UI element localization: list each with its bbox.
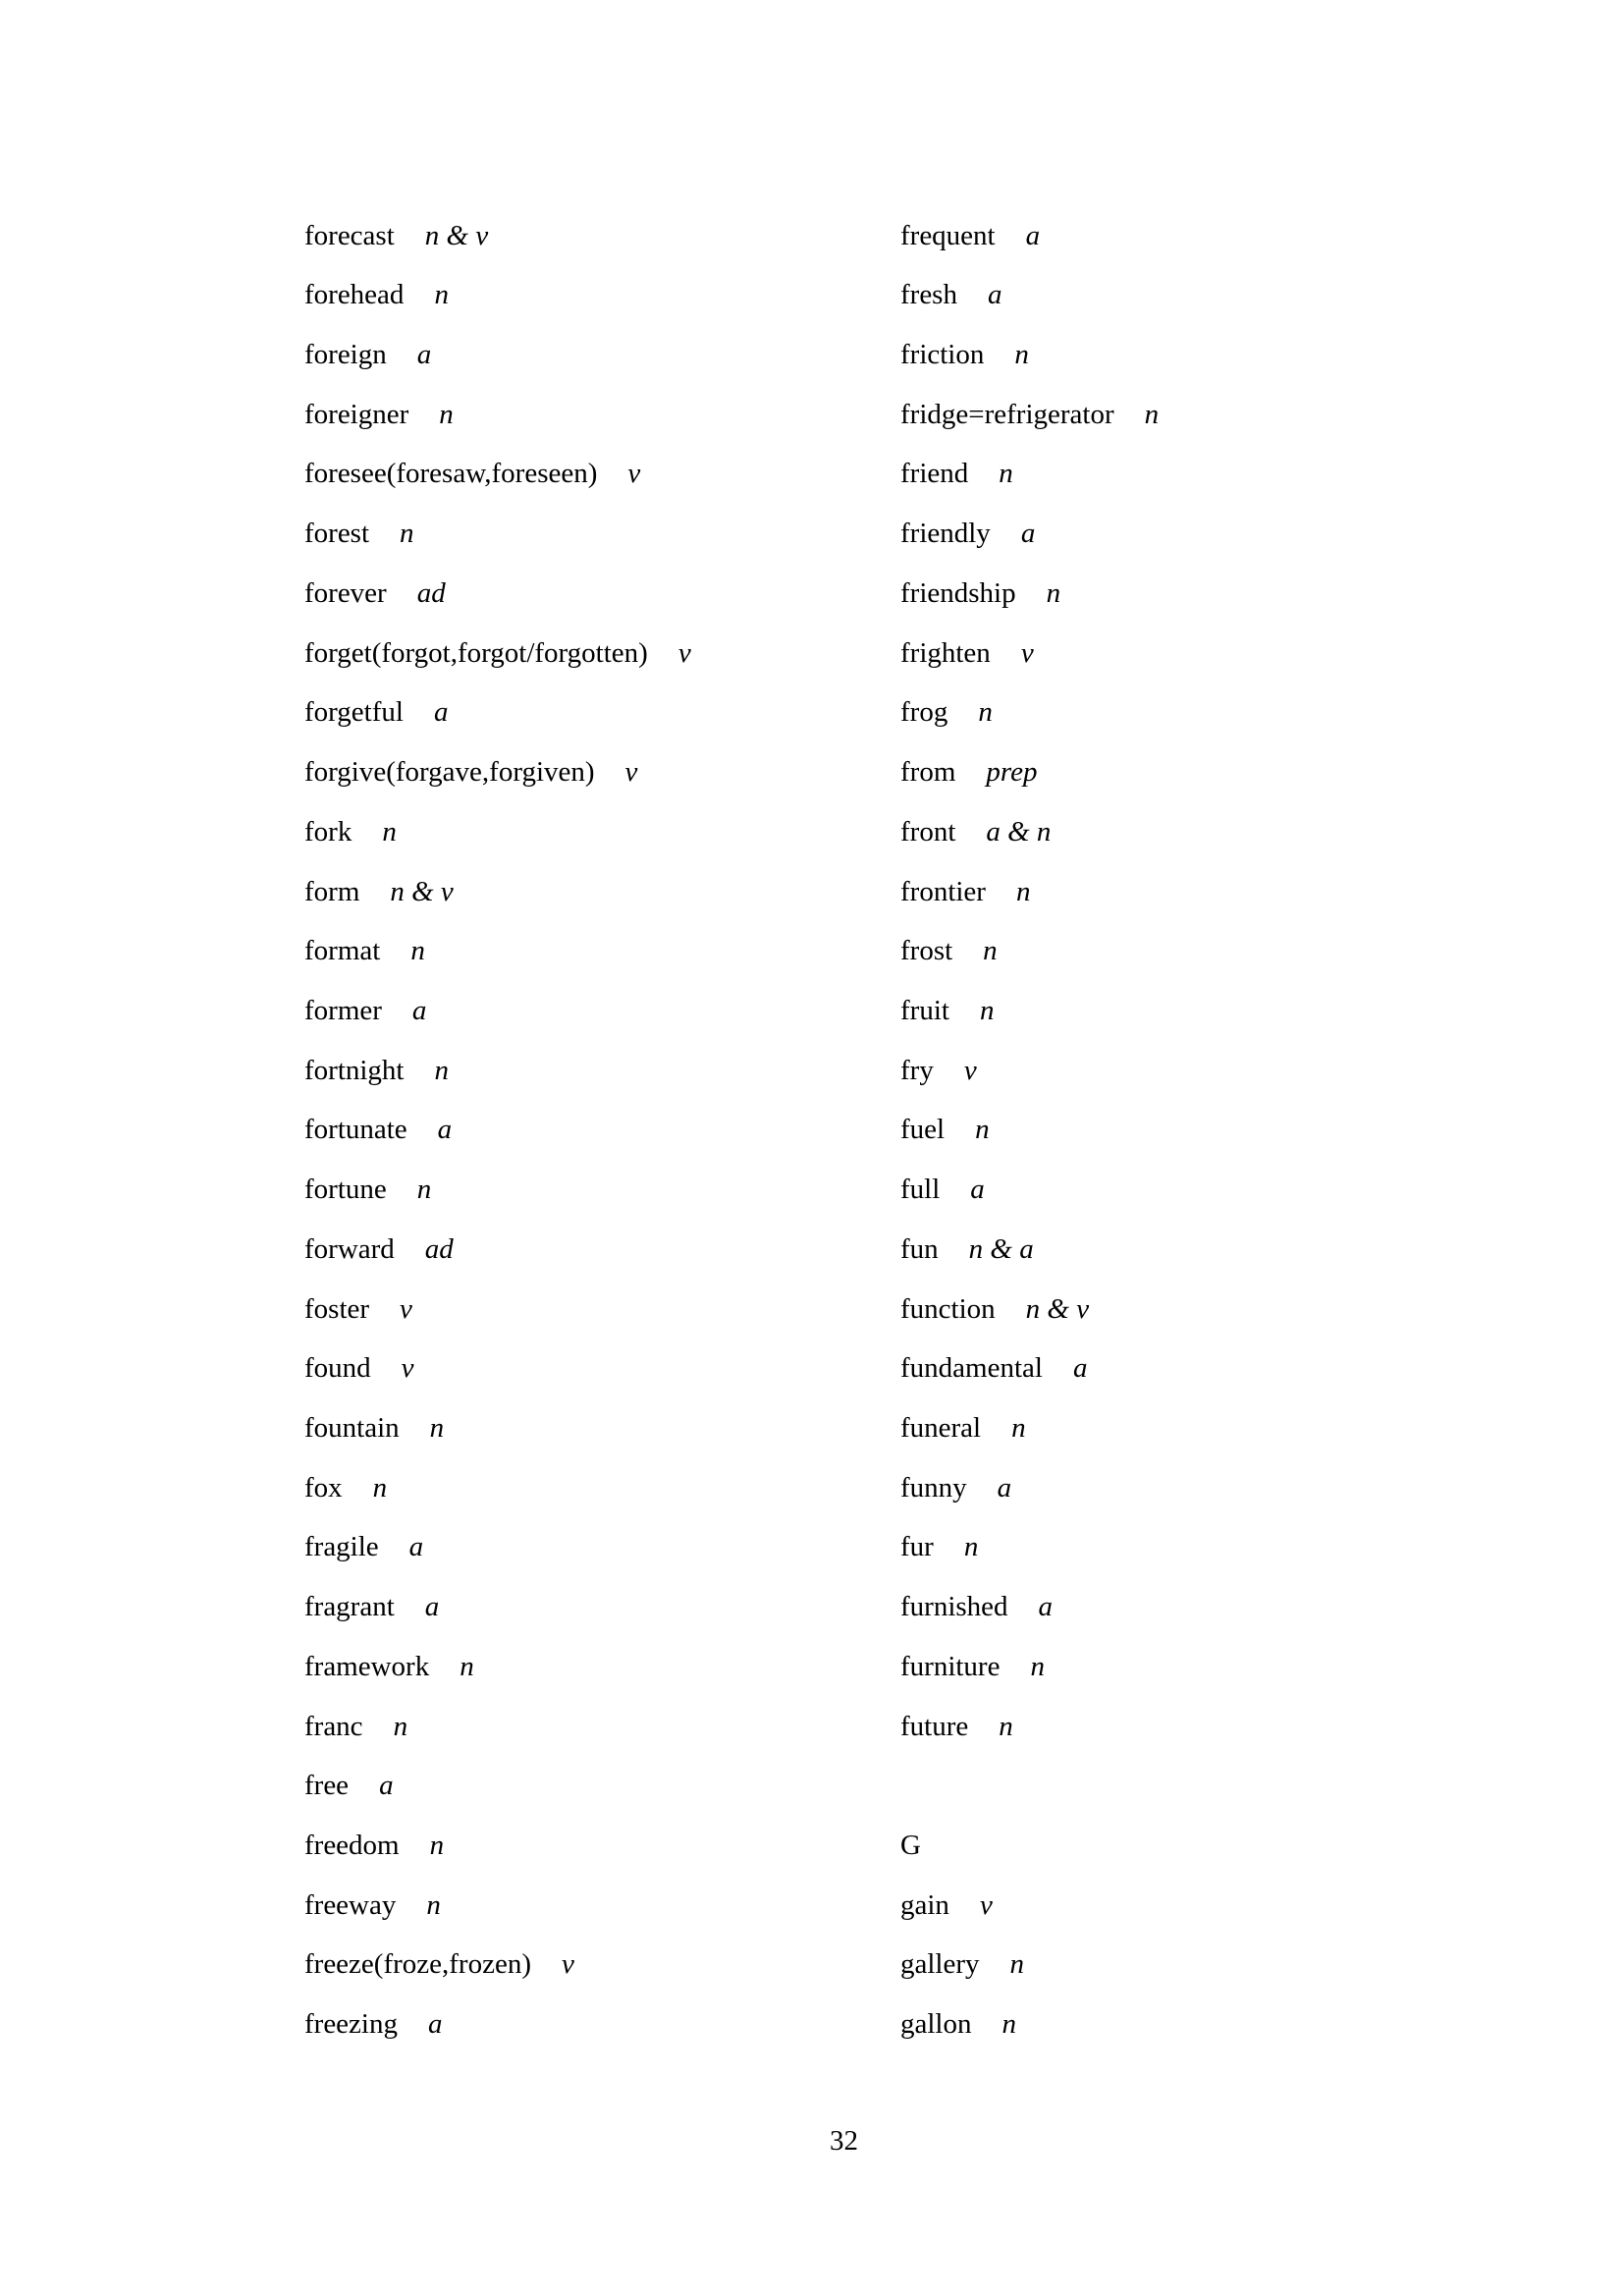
word-entry-row [900, 802, 1159, 862]
entry-pos: v [624, 756, 638, 789]
section-letter-row [900, 1816, 1159, 1876]
entry-pos: n [426, 1888, 441, 1921]
word-list-column-left [304, 206, 691, 2054]
entry-pos: n [1001, 2008, 1016, 2041]
entry-pos: n [393, 1710, 408, 1742]
entry-word: fountain [304, 1411, 400, 1444]
entry-word: frighten [900, 636, 991, 669]
word-entry-row [900, 1160, 1159, 1220]
entry-word: forever [304, 576, 387, 609]
entry-pos: a [408, 1531, 424, 1563]
entry-word: fruit [900, 994, 949, 1026]
entry-pos: a & n [986, 815, 1052, 847]
entry-pos: a [1020, 518, 1036, 550]
word-entry-row [304, 1280, 691, 1339]
word-entry-row [900, 564, 1159, 624]
word-entry-row [900, 862, 1159, 922]
entry-pos: ad [424, 1232, 454, 1265]
entry-word: frost [900, 935, 953, 967]
entry-word: foreign [304, 339, 387, 371]
word-entry-row [304, 981, 691, 1041]
word-entry-row [304, 1816, 691, 1876]
entry-word: forehead [304, 279, 405, 311]
word-entry-row [304, 385, 691, 445]
word-entry-row [900, 624, 1159, 683]
word-entry-row [900, 1100, 1159, 1160]
word-entry-row [900, 1398, 1159, 1458]
entry-word: full [900, 1174, 941, 1206]
entry-word: fortnight [304, 1054, 405, 1086]
section-letter: G [900, 1830, 921, 1861]
entry-word: form [304, 875, 360, 907]
entry-pos: n [382, 815, 397, 847]
word-entry-row [304, 1100, 691, 1160]
word-entry-row [304, 1577, 691, 1637]
page-number: 32 [830, 2125, 858, 2157]
entry-word: freezing [304, 2008, 398, 2041]
entry-word: friend [900, 458, 969, 490]
word-list-column-right [900, 206, 1159, 2054]
entry-word: forgetful [304, 696, 404, 729]
word-entry-row [304, 504, 691, 564]
entry-word: friendly [900, 518, 991, 550]
word-entry-row [304, 564, 691, 624]
entry-word: funeral [900, 1411, 982, 1444]
entry-pos: n [460, 1650, 474, 1682]
word-entry-row [900, 1220, 1159, 1280]
entry-pos: a [987, 279, 1002, 311]
entry-pos: n & v [1025, 1292, 1090, 1325]
entry-pos: n [1015, 875, 1031, 907]
entry-word: foster [304, 1292, 370, 1325]
entry-word: from [900, 756, 956, 789]
entry-word: forward [304, 1232, 395, 1265]
entry-pos: a [379, 1770, 394, 1802]
entry-pos: a [424, 1591, 440, 1623]
entry-pos: v [979, 1888, 993, 1921]
entry-word: future [900, 1710, 969, 1742]
entry-pos: v [677, 636, 691, 669]
entry-word: fragile [304, 1531, 379, 1563]
entry-word: gallery [900, 1948, 980, 1981]
entry-word: fox [304, 1471, 343, 1503]
word-entry-row [900, 444, 1159, 504]
word-entry-row [304, 921, 691, 981]
entry-word: found [304, 1352, 371, 1385]
entry-pos: n [410, 935, 425, 967]
entry-word: freeway [304, 1888, 397, 1921]
blank-row [900, 1756, 1159, 1816]
entry-pos: a [428, 2008, 443, 2041]
entry-pos: n [1046, 576, 1061, 609]
entry-pos: n & v [424, 219, 489, 251]
word-entry-row [304, 1876, 691, 1936]
entry-word: front [900, 815, 956, 847]
word-entry-row [900, 683, 1159, 742]
word-entry-row [900, 1995, 1159, 2054]
entry-pos: v [627, 458, 641, 490]
entry-pos: n [1030, 1650, 1045, 1682]
entry-pos: n [434, 279, 449, 311]
entry-pos: n [983, 935, 998, 967]
word-entry-row [304, 802, 691, 862]
entry-word: freedom [304, 1830, 400, 1861]
entry-pos: prep [986, 756, 1038, 789]
word-entry-row [900, 921, 1159, 981]
entry-word: fortunate [304, 1114, 407, 1146]
entry-word: fresh [900, 279, 957, 311]
entry-word: furniture [900, 1650, 1001, 1682]
word-entry-row [304, 1517, 691, 1577]
entry-pos: a [411, 994, 427, 1026]
entry-pos: n [439, 398, 454, 430]
word-entry-row [304, 1637, 691, 1697]
word-entry-row [304, 1041, 691, 1101]
entry-pos: n [372, 1471, 388, 1503]
entry-word: friendship [900, 576, 1016, 609]
entry-word: fridge=refrigerator [900, 398, 1114, 430]
entry-pos: a [416, 339, 432, 371]
word-entry-row [900, 1517, 1159, 1577]
entry-pos: a [1025, 219, 1041, 251]
entry-word: franc [304, 1710, 363, 1742]
entry-word: fragrant [304, 1591, 395, 1623]
entry-pos: v [400, 1292, 412, 1325]
entry-pos: n [963, 1531, 979, 1563]
entry-pos: n [400, 518, 414, 550]
entry-word: frequent [900, 219, 996, 251]
entry-pos: a [997, 1471, 1012, 1503]
word-entry-row [304, 444, 691, 504]
word-entry-row [304, 1935, 691, 1995]
word-entry-row [900, 1041, 1159, 1101]
word-entry-row [304, 325, 691, 385]
entry-pos: n [1014, 339, 1029, 371]
word-entry-row [304, 1697, 691, 1757]
entry-word: foreigner [304, 398, 409, 430]
entry-pos: n & a [968, 1232, 1034, 1265]
word-entry-row [304, 1160, 691, 1220]
entry-word: fuel [900, 1114, 946, 1146]
entry-word: furnished [900, 1591, 1008, 1623]
entry-pos: n [429, 1830, 445, 1861]
word-entry-row [900, 504, 1159, 564]
word-entry-row [304, 206, 691, 266]
entry-word: forest [304, 518, 370, 550]
entry-word: fun [900, 1232, 939, 1265]
word-entry-row [900, 1280, 1159, 1339]
entry-pos: n [416, 1174, 432, 1206]
word-entry-row [900, 385, 1159, 445]
entry-pos: ad [416, 576, 446, 609]
entry-pos: v [401, 1352, 414, 1385]
entry-word: frog [900, 696, 948, 729]
entry-word: fry [900, 1054, 934, 1086]
entry-pos: a [437, 1114, 453, 1146]
word-entry-row [304, 742, 691, 802]
word-entry-row [900, 742, 1159, 802]
entry-word: forget(forgot,forgot/forgotten) [304, 636, 648, 669]
entry-pos: a [433, 696, 449, 729]
word-entry-row [900, 1339, 1159, 1398]
entry-pos: n & v [390, 875, 454, 907]
entry-word: gain [900, 1888, 949, 1921]
entry-word: foresee(foresaw,foreseen) [304, 458, 598, 490]
entry-word: funny [900, 1471, 967, 1503]
word-entry-row [900, 206, 1159, 266]
word-entry-row [304, 624, 691, 683]
word-entry-row [304, 1220, 691, 1280]
entry-pos: v [561, 1948, 574, 1981]
entry-pos: a [970, 1174, 985, 1206]
entry-pos: a [1072, 1352, 1088, 1385]
entry-pos: n [978, 696, 993, 729]
word-entry-row [900, 981, 1159, 1041]
word-entry-row [900, 265, 1159, 325]
entry-pos: n [979, 994, 995, 1026]
word-entry-row [900, 1876, 1159, 1936]
entry-word: free [304, 1770, 350, 1802]
entry-pos: n [1144, 398, 1160, 430]
entry-pos: v [963, 1054, 977, 1086]
word-entry-row [900, 1637, 1159, 1697]
entry-word: framework [304, 1650, 430, 1682]
entry-pos: n [999, 1710, 1013, 1742]
entry-pos: n [429, 1411, 445, 1444]
word-entry-row [900, 1577, 1159, 1637]
entry-word: fundamental [900, 1352, 1043, 1385]
word-entry-row [304, 1339, 691, 1398]
entry-pos: a [1038, 1591, 1054, 1623]
entry-word: former [304, 994, 382, 1026]
entry-word: gallon [900, 2008, 972, 2041]
word-entry-row [304, 1995, 691, 2054]
word-entry-row [900, 325, 1159, 385]
entry-pos: n [999, 458, 1013, 490]
entry-word: function [900, 1292, 996, 1325]
word-entry-row [304, 1458, 691, 1518]
entry-pos: n [975, 1114, 990, 1146]
entry-pos: n [434, 1054, 449, 1086]
entry-pos: n [1009, 1948, 1025, 1981]
word-entry-row [304, 1398, 691, 1458]
word-entry-row [304, 683, 691, 742]
entry-word: fortune [304, 1174, 387, 1206]
entry-word: fork [304, 815, 352, 847]
word-entry-row [900, 1458, 1159, 1518]
word-entry-row [304, 862, 691, 922]
entry-word: frontier [900, 875, 986, 907]
word-entry-row [304, 1756, 691, 1816]
entry-word: forgive(forgave,forgiven) [304, 756, 595, 789]
word-entry-row [900, 1935, 1159, 1995]
entry-word: format [304, 935, 381, 967]
entry-pos: v [1020, 636, 1034, 669]
entry-word: friction [900, 339, 985, 371]
word-entry-row [304, 265, 691, 325]
entry-word: freeze(froze,frozen) [304, 1948, 531, 1981]
entry-word: forecast [304, 219, 395, 251]
entry-pos: n [1011, 1411, 1026, 1444]
entry-word: fur [900, 1531, 934, 1563]
word-entry-row [900, 1697, 1159, 1757]
